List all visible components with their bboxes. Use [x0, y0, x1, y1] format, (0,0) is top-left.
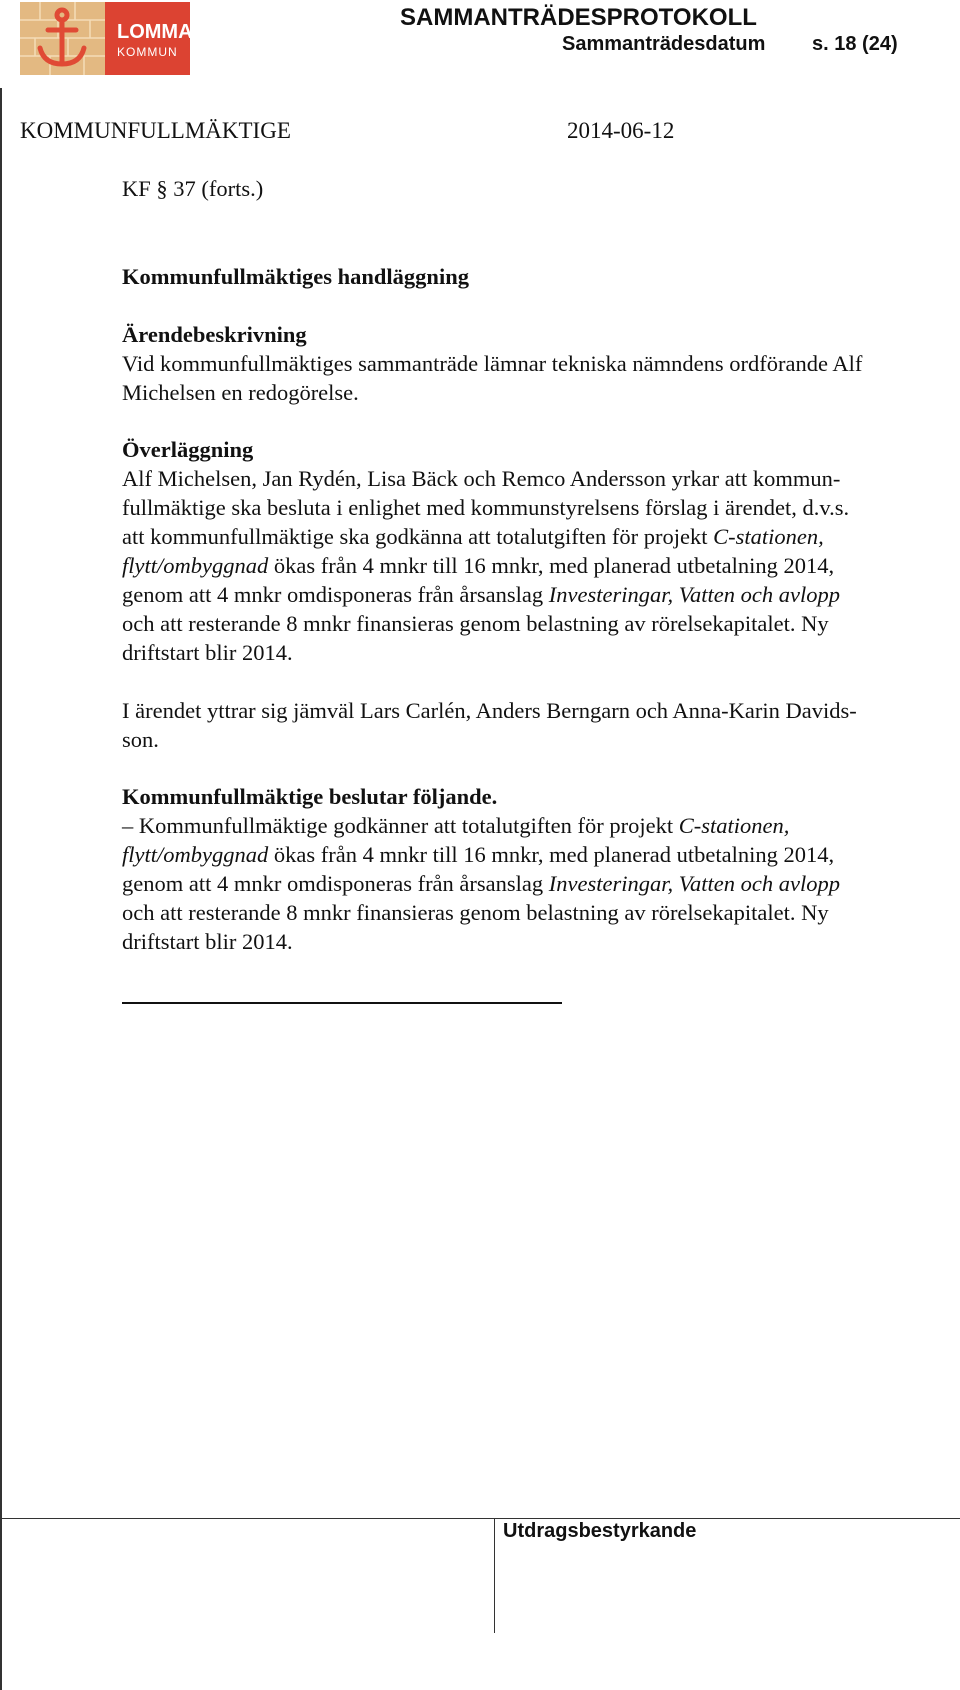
debate-text: att kommunfullmäktige ska godkänna att totalutgiften för projekt	[122, 524, 714, 549]
section-reference: KF § 37 (forts.)	[122, 176, 264, 201]
signature-line	[122, 1002, 562, 1004]
project-name-italic: flytt/ombyggnad	[122, 842, 269, 867]
decision-line	[122, 869, 952, 898]
footer-divider	[494, 1518, 495, 1633]
decision-paragraph	[122, 811, 952, 956]
decision-text: ökas från 4 mnkr till 16 mnkr, med planerad utbetalning 2014,	[268, 842, 835, 867]
page-number: s. 18 (24)	[812, 33, 898, 55]
heading-debate: Överläggning	[122, 437, 254, 462]
allocation-name-italic: Investeringar, Vatten och avlopp	[548, 582, 840, 607]
certification-label: Utdragsbestyrkande	[503, 1520, 697, 1542]
remarks-line: son.	[122, 727, 159, 752]
debate-line	[122, 580, 952, 609]
meeting-date-label: Sammanträdesdatum	[562, 33, 766, 55]
decision-text: – Kommunfullmäktige godkänner att totalutgiften för projekt	[122, 813, 679, 838]
heading-description: Ärendebeskrivning	[122, 322, 307, 347]
heading-handling: Kommunfullmäktiges handläggning	[122, 264, 469, 289]
allocation-name-italic: Investeringar, Vatten och avlopp	[548, 871, 840, 896]
logo-text-kommun: KOMMUN	[117, 45, 178, 59]
debate-line	[122, 551, 952, 580]
footer-rule	[0, 1518, 960, 1519]
decision-text: genom att 4 mnkr omdisponeras från årsanslag	[122, 871, 549, 896]
logo-text-lomma: LOMMA	[117, 21, 190, 43]
debate-line: fullmäktige ska besluta i enlighet med kommunstyrelsens förslag i ärendet, d.v.s.	[122, 495, 850, 520]
project-name-italic: C-stationen,	[678, 813, 790, 838]
decision-line: och att resterande 8 mnkr finansieras genom belastning av rörelsekapitalet. Ny	[122, 900, 829, 925]
meeting-date: 2014-06-12	[567, 118, 675, 143]
debate-paragraph	[122, 464, 952, 667]
decision-line	[122, 840, 952, 869]
project-name-italic: C-stationen,	[713, 524, 824, 549]
description-text: Vid kommunfullmäktiges sammanträde lämnar tekniska nämndens ordförande Alf Michelsen en redogörelse.	[122, 351, 863, 405]
debate-line: driftstart blir 2014.	[122, 640, 293, 665]
debate-line: Alf Michelsen, Jan Rydén, Lisa Bäck och Remco Andersson yrkar att kommun-	[122, 466, 841, 491]
protocol-title: SAMMANTRÄDESPROTOKOLL	[400, 4, 757, 31]
remarks-line: I ärendet yttrar sig jämväl Lars Carlén, Anders Berngarn och Anna-Karin Davids-	[122, 698, 857, 723]
debate-text: ökas från 4 mnkr till 16 mnkr, med planerad utbetalning 2014,	[268, 553, 835, 578]
lomma-kommun-logo	[20, 2, 190, 75]
meeting-body: KOMMUNFULLMÄKTIGE	[20, 118, 291, 143]
logo-graphic	[20, 2, 190, 75]
left-margin-rule	[0, 88, 2, 1690]
heading-decision: Kommunfullmäktige beslutar följande.	[122, 784, 498, 809]
project-name-italic: flytt/ombyggnad	[122, 553, 269, 578]
debate-line	[122, 522, 952, 551]
decision-line	[122, 811, 952, 840]
debate-line: och att resterande 8 mnkr finansieras genom belastning av rörelsekapitalet. Ny	[122, 611, 829, 636]
debate-text: genom att 4 mnkr omdisponeras från årsanslag	[122, 582, 549, 607]
decision-line: driftstart blir 2014.	[122, 929, 293, 954]
remarks-paragraph	[122, 696, 952, 754]
